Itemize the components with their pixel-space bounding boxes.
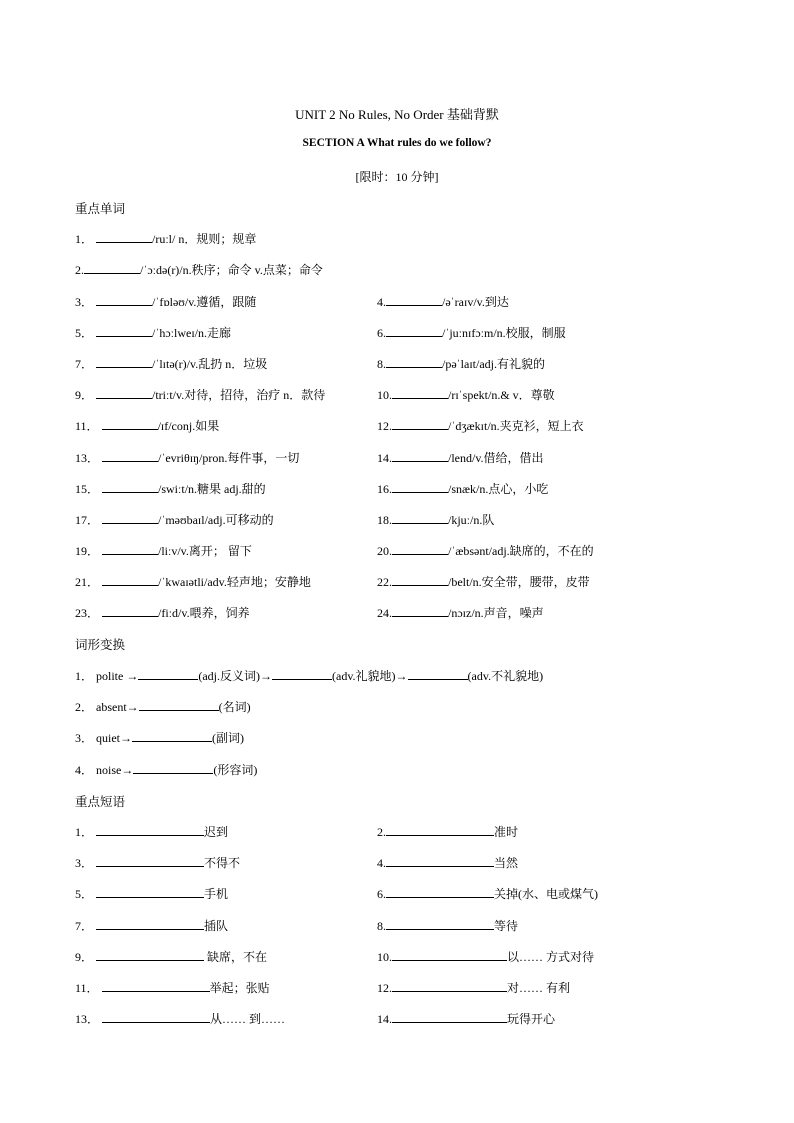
word-hint: /snæk/n.点心，小吃	[448, 482, 549, 496]
answer-blank[interactable]	[408, 667, 468, 680]
phrase-hint: 准时	[494, 825, 519, 839]
answer-blank[interactable]	[102, 511, 158, 524]
word-hint: /ruːl/ n．规则；规章	[152, 232, 257, 246]
phrase-hint: 迟到	[204, 825, 229, 839]
word-item	[75, 261, 323, 278]
item-number: 7．	[75, 919, 94, 933]
phrase-hint: 以…… 方式对待	[507, 950, 595, 964]
answer-blank[interactable]	[96, 324, 152, 337]
item-number: 5．	[75, 887, 94, 901]
phrase-hint: 关掉(水、电或煤气)	[494, 887, 598, 901]
phrase-item	[377, 1010, 555, 1027]
phrase-hint: 缺席，不在	[204, 950, 268, 964]
answer-blank[interactable]	[96, 293, 152, 306]
item-number: 10.	[377, 950, 392, 964]
time-limit: [限时：10 分钟]	[355, 170, 439, 184]
word-item	[75, 573, 311, 590]
phrase-item	[75, 854, 240, 871]
phrase-hint: 当然	[494, 856, 519, 870]
word-hint: /liːv/v.离开； 留下	[158, 544, 252, 558]
item-number: 6.	[377, 887, 386, 901]
word-item	[377, 511, 494, 528]
answer-blank[interactable]	[133, 761, 213, 774]
phrase-hint: 手机	[204, 887, 229, 901]
word-hint: /ˈhɔːlweɪ/n.走廊	[152, 326, 232, 340]
answer-blank[interactable]	[386, 324, 442, 337]
form-hint: (名词)	[218, 700, 251, 714]
document-title: UNIT 2 No Rules, No Order 基础背默	[295, 107, 499, 122]
word-item	[75, 230, 256, 247]
word-item	[377, 417, 584, 434]
answer-blank[interactable]	[392, 449, 448, 462]
answer-blank[interactable]	[102, 480, 158, 493]
item-number: 1．	[75, 669, 94, 683]
word-item	[75, 324, 231, 341]
word-hint: /ˈkwaɪətli/adv.轻声地；安静地	[158, 575, 311, 589]
item-number: 24.	[377, 606, 392, 620]
item-number: 2.	[377, 825, 386, 839]
phrase-hint: 插队	[204, 919, 229, 933]
word-hint: /kjuː/n.队	[448, 513, 495, 527]
word-hint: /triːt/v.对待，招待，治疗 n．款待	[152, 388, 326, 402]
answer-blank[interactable]	[386, 355, 442, 368]
phrase-hint: 玩得开心	[507, 1012, 556, 1026]
word-hint: /nɔɪz/n.声音，噪声	[448, 606, 544, 620]
word-item	[377, 324, 566, 341]
word-hint: /ɪf/conj.如果	[157, 419, 220, 433]
item-number: 10.	[377, 388, 392, 402]
word-hint: /pəˈlaɪt/adj.有礼貌的	[442, 357, 545, 371]
answer-blank[interactable]	[392, 604, 448, 617]
answer-blank[interactable]	[392, 511, 448, 524]
word-item	[377, 386, 555, 403]
answer-blank[interactable]	[96, 355, 152, 368]
word-item	[75, 511, 274, 528]
answer-blank[interactable]	[96, 917, 204, 930]
phrase-item	[377, 979, 570, 996]
form-hint: (副词)	[212, 731, 245, 745]
item-number: 17．	[75, 513, 100, 527]
item-number: 1．	[75, 232, 94, 246]
word-item	[75, 480, 266, 497]
form-hint: (adv.不礼貌地)	[467, 669, 544, 683]
item-number: 8.	[377, 919, 386, 933]
word-hint: /ˈɔːdə(r)/n.秩序；命令 v.点菜；命令	[140, 263, 323, 277]
item-number: 4.	[377, 295, 386, 309]
forms-heading: 词形变换	[75, 638, 126, 652]
word-hint: /ˈevriθɪŋ/pron.每件事，一切	[158, 451, 300, 465]
word-item	[377, 449, 544, 466]
answer-blank[interactable]	[102, 417, 158, 430]
answer-blank[interactable]	[96, 386, 152, 399]
word-hint: /ˈdʒækɪt/n.夹克衫，短上衣	[448, 419, 584, 433]
phrase-hint: 对…… 有利	[507, 981, 571, 995]
form-item	[75, 667, 543, 684]
word-item	[75, 417, 219, 434]
word-hint: /əˈraɪv/v.到达	[442, 295, 509, 309]
word-hint: /swiːt/n.糖果 adj.甜的	[158, 482, 266, 496]
phrase-item	[377, 885, 598, 902]
item-number: 21．	[75, 575, 100, 589]
item-number: 14.	[377, 1012, 392, 1026]
phrase-item	[377, 823, 518, 840]
answer-blank[interactable]	[392, 979, 507, 992]
answer-blank[interactable]	[96, 230, 152, 243]
answer-blank[interactable]	[132, 729, 212, 742]
answer-blank[interactable]	[96, 948, 204, 961]
item-number: 15．	[75, 482, 100, 496]
answer-blank[interactable]	[392, 417, 448, 430]
word-hint: /ˈæbsənt/adj.缺席的，不在的	[448, 544, 594, 558]
word-hint: /ˈlɪtə(r)/v.乱扔 n．垃圾	[152, 357, 268, 371]
item-number: 5．	[75, 326, 94, 340]
item-number: 18.	[377, 513, 392, 527]
word-item	[377, 542, 594, 559]
item-number: 11．	[75, 419, 99, 433]
word-hint: /ˈfɒləʊ/v.遵循，跟随	[152, 295, 257, 309]
answer-blank[interactable]	[102, 1010, 210, 1023]
phrase-hint: 从…… 到……	[210, 1012, 286, 1026]
phrase-item	[377, 917, 518, 934]
item-number: 1．	[75, 825, 94, 839]
form-item	[75, 761, 257, 778]
item-number: 12.	[377, 419, 392, 433]
word-item	[75, 604, 250, 621]
item-number: 20.	[377, 544, 392, 558]
word-hint: /ˈjuːnɪfɔːm/n.校服，制服	[442, 326, 566, 340]
phrase-item	[75, 823, 228, 840]
item-number: 19．	[75, 544, 100, 558]
answer-blank[interactable]	[392, 948, 507, 961]
answer-blank[interactable]	[392, 386, 448, 399]
item-number: 12.	[377, 981, 392, 995]
form-item	[75, 698, 251, 715]
item-number: 3．	[75, 295, 94, 309]
phrase-item	[75, 1010, 285, 1027]
phrase-hint: 举起；张贴	[209, 981, 270, 995]
word-hint: /rɪˈspekt/n.& v．尊敬	[448, 388, 555, 402]
word-item	[377, 604, 544, 621]
phrases-heading: 重点短语	[75, 795, 126, 809]
answer-blank[interactable]	[386, 917, 494, 930]
answer-blank[interactable]	[138, 667, 198, 680]
answer-blank[interactable]	[96, 885, 204, 898]
word-hint: /fiːd/v.喂养，饲养	[158, 606, 250, 620]
item-number: 8.	[377, 357, 386, 371]
item-number: 22.	[377, 575, 392, 589]
item-number: 11．	[75, 981, 99, 995]
phrase-item	[377, 854, 518, 871]
form-base-word: noise→	[96, 763, 134, 777]
phrase-item	[75, 948, 267, 965]
answer-blank[interactable]	[84, 261, 140, 274]
phrase-item	[75, 885, 228, 902]
answer-blank[interactable]	[96, 823, 204, 836]
form-base-word: polite →	[96, 669, 139, 683]
phrase-hint: 等待	[494, 919, 519, 933]
word-item	[75, 449, 299, 466]
word-item	[377, 355, 545, 372]
answer-blank[interactable]	[96, 854, 204, 867]
word-item	[377, 293, 509, 310]
answer-blank[interactable]	[386, 854, 494, 867]
item-number: 14.	[377, 451, 392, 465]
answer-blank[interactable]	[392, 1010, 507, 1023]
item-number: 2．	[75, 700, 94, 714]
item-number: 13．	[75, 1012, 100, 1026]
item-number: 4.	[377, 856, 386, 870]
form-base-word: absent→	[96, 700, 139, 714]
answer-blank[interactable]	[102, 573, 158, 586]
answer-blank[interactable]	[102, 542, 158, 555]
answer-blank[interactable]	[392, 480, 448, 493]
answer-blank[interactable]	[102, 979, 210, 992]
form-hint: (adj.反义词)→	[198, 669, 272, 683]
word-item	[75, 386, 325, 403]
item-number: 4．	[75, 763, 94, 777]
answer-blank[interactable]	[272, 667, 332, 680]
form-hint: (adv.礼貌地)→	[332, 669, 408, 683]
form-base-word: quiet→	[96, 731, 133, 745]
word-hint: /lend/v.借给，借出	[448, 451, 544, 465]
item-number: 23．	[75, 606, 100, 620]
section-subtitle: SECTION A What rules do we follow?	[302, 137, 492, 149]
words-heading: 重点单词	[75, 202, 126, 216]
answer-blank[interactable]	[392, 542, 448, 555]
phrase-item	[75, 917, 228, 934]
item-number: 7．	[75, 357, 94, 371]
answer-blank[interactable]	[102, 449, 158, 462]
item-number: 16.	[377, 482, 392, 496]
answer-blank[interactable]	[386, 823, 494, 836]
form-item	[75, 729, 244, 746]
item-number: 3．	[75, 856, 94, 870]
answer-blank[interactable]	[386, 885, 494, 898]
word-item	[377, 480, 548, 497]
word-item	[377, 573, 590, 590]
answer-blank[interactable]	[392, 573, 448, 586]
word-item	[75, 293, 256, 310]
phrase-item	[75, 979, 270, 996]
answer-blank[interactable]	[386, 293, 442, 306]
answer-blank[interactable]	[139, 698, 219, 711]
item-number: 9．	[75, 950, 94, 964]
word-hint: /belt/n.安全带，腰带，皮带	[448, 575, 590, 589]
item-number: 2.	[75, 263, 84, 277]
answer-blank[interactable]	[102, 604, 158, 617]
item-number: 13．	[75, 451, 100, 465]
form-hint: (形容词)	[213, 763, 258, 777]
word-hint: /ˈməʊbaɪl/adj.可移动的	[158, 513, 274, 527]
item-number: 9．	[75, 388, 94, 402]
phrase-item	[377, 948, 594, 965]
phrase-hint: 不得不	[204, 856, 241, 870]
item-number: 3．	[75, 731, 94, 745]
word-item	[75, 355, 267, 372]
word-item	[75, 542, 252, 559]
item-number: 6.	[377, 326, 386, 340]
